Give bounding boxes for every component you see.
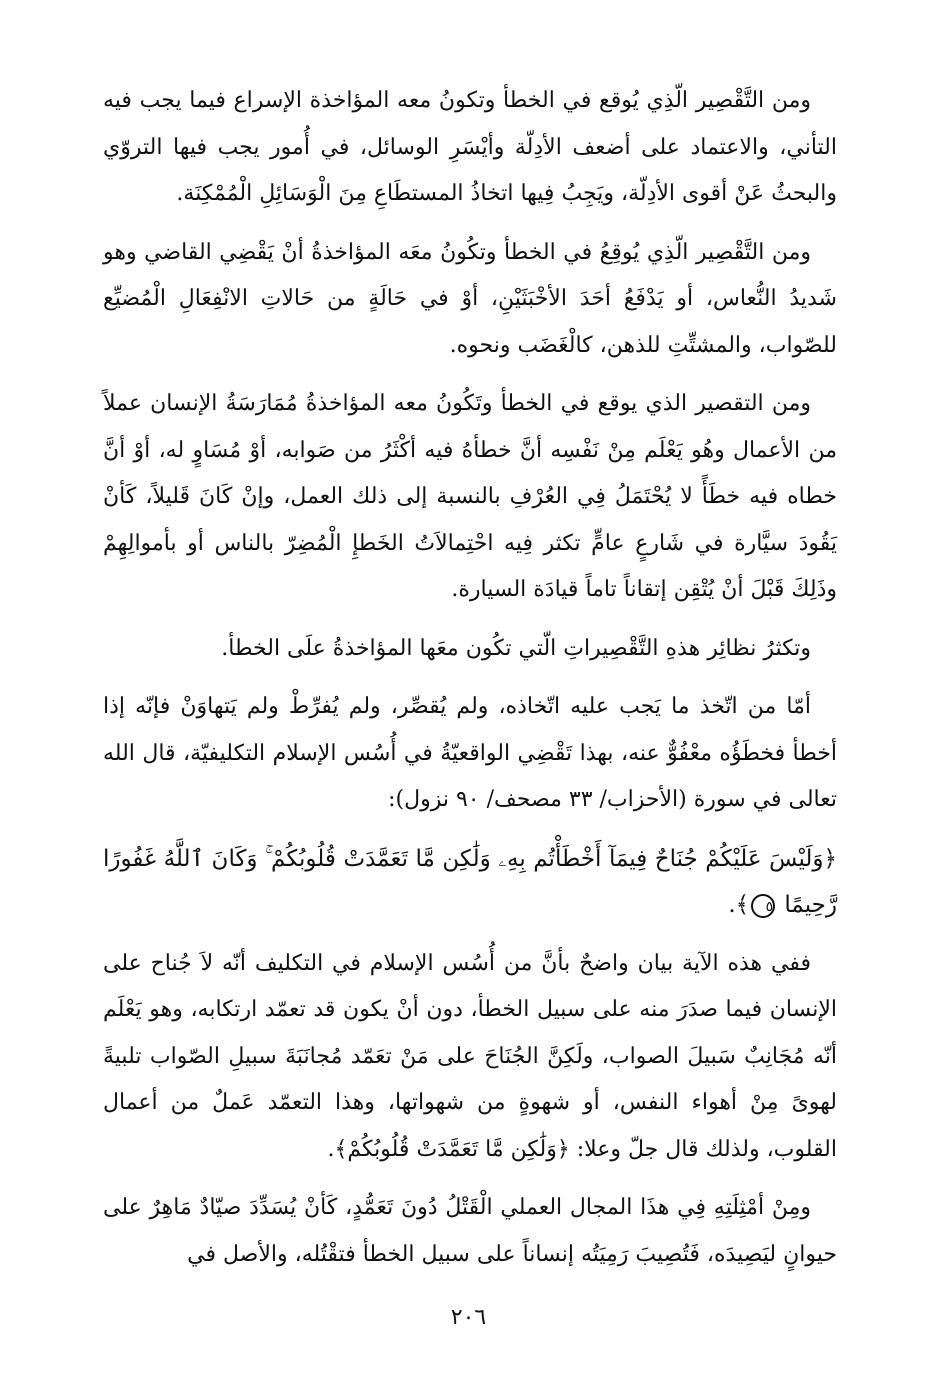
quran-verse-closing: ﴾. <box>728 892 750 918</box>
paragraph-4: وتكثرُ نظائِر هذهِ التَّقْصِيراتِ الّتي تكُون معَها المؤاخذةُ علَى الخطأ. <box>221 635 811 661</box>
paragraph-6: ففي هذه الآية بيان واضحٌ بأنَّ من أُسُس الإسلام في التكليف أنّه لاَ جُناح على الإنسان فيما صدَرَ منه على سبيل الخطأ، دون أنْ يكون قد تعمّد ارتكابه، وهو يَعْلَم أنّه مُجَانِبٌ سَبيلَ الصواب، ولَكِنَّ الجُنَاحَ على مَنْ تعَمّد مُجانَبَةَ سبيلِ الصّواب تلبيةً لهوىً مِنْ أهواء النفس، أو شهوةٍ من شهواتها، وهذا التعمّد عَملٌ من أعمال القلوب، ولذلك قال جلّ وعلا: ﴿وَلَٰكِن مَّا تَعَمَّدَتْ قُلُوبُكُمْ﴾. <box>103 950 837 1162</box>
page-number: ٢٠٦ <box>450 1305 487 1330</box>
paragraph-5: أمّا من اتّخذ ما يَجب عليه اتّخاذه، ولم يُقصِّر، ولم يُفرِّطْ ولم يَتهاوَنْ فإنّه إذا أخطأ فخطَؤُه معْفُوٌّ عنه، بهذا تَقْضِي الواقعيّةُ في أُسُس الإسلام التكليفيّة، قال الله تعالى في سورة (الأحزاب/ ٣٣ مصحف/ ٩٠ نزول): <box>103 694 837 812</box>
paragraph-7: ومِنْ أمْثِلَتِهِ فِي هذَا المجال العملي الْقَتْلُ دُونَ تَعَمُّدٍ، كَأنْ يُسَدِّدَ صيّادٌ مَاهِرٌ على حيوانٍ ليَصِيدَه، فَتُصِيبَ رَمِيَتُه إنساناً على سبيل الخطأ فتقْتُله، والأصل في <box>103 1195 837 1267</box>
paragraph-3: ومن التقصير الذي يوقع في الخطأ وتَكُونُ معه المؤاخذةُ مُمَارَسَةُ الإنسان عملاً من الأعمال وهُو يَعْلَم مِنْ نَفْسِه أنَّ خطأهُ فيه أكْثَرُ من صَوابه، أوْ مُسَاوٍ له، أوْ أنَّ خطاه فيه خطَأً لا يُحْتَمَلُ فِي العُرْفِ بالنسبة إلى ذلك العمل، وإنْ كَانَ قَليلاً، كَأنْ يَقُودَ سيَّارة في شَارعٍ عامٍّ تكثر فِيه احْتِمالاَتُ الخَطإِ الْمُضِرّ بالناس أو بأموالِهِمْ وذَلِكَ قَبْلَ أنْ يُتْقِن إتقاناً تاماً قيادَة السيارة. <box>103 391 837 602</box>
paragraph-2: ومن التَّقْصِير الّذِي يُوقِعُ في الخطأ وتكُونُ معَه المؤاخذةُ أنْ يَقْضِي القاضي وهو شَديدُ النُّعاس، أو يَدْفَعُ أحَدَ الأخْبَثَيْنِ، أوْ في حَالَةٍ من حَالاتِ الانْفِعَالِ الْمُضيِّع للصّواب، والمشتِّتِ للذهن، كالْغَضَب ونحوه. <box>103 239 837 358</box>
quran-verse-text: ﴿وَلَيْسَ عَلَيْكُمْ جُنَاحٌ فِيمَآ أَخْطَأْتُم بِهِۦ وَلَٰكِن مَّا تَعَمَّدَتْ قُلُوبُكُمْ ۚ وَكَانَ ٱللَّهُ غَفُورًا رَّحِيمًا <box>103 845 837 918</box>
ayah-number-mark: ٥ <box>751 894 775 918</box>
paragraph-1: ومن التَّقْصِير الّذِي يُوقع في الخطأ وتكونُ معه المؤاخذة الإسراع فيما يجب فيه التأني، والاعتماد على أضعف الأدِلّة وأيْسَرِ الوسائل، في أُمور يجب فيها التروّي والبحثُ عَنْ أقوى الأدِلّة، ويَجِبُ فِيها اتخاذُ المستطَاعِ مِنَ الْوَسَائِلِ الْمُمْكِنَة. <box>103 88 838 206</box>
quran-verse <box>103 836 837 929</box>
page-body <box>103 78 837 1290</box>
